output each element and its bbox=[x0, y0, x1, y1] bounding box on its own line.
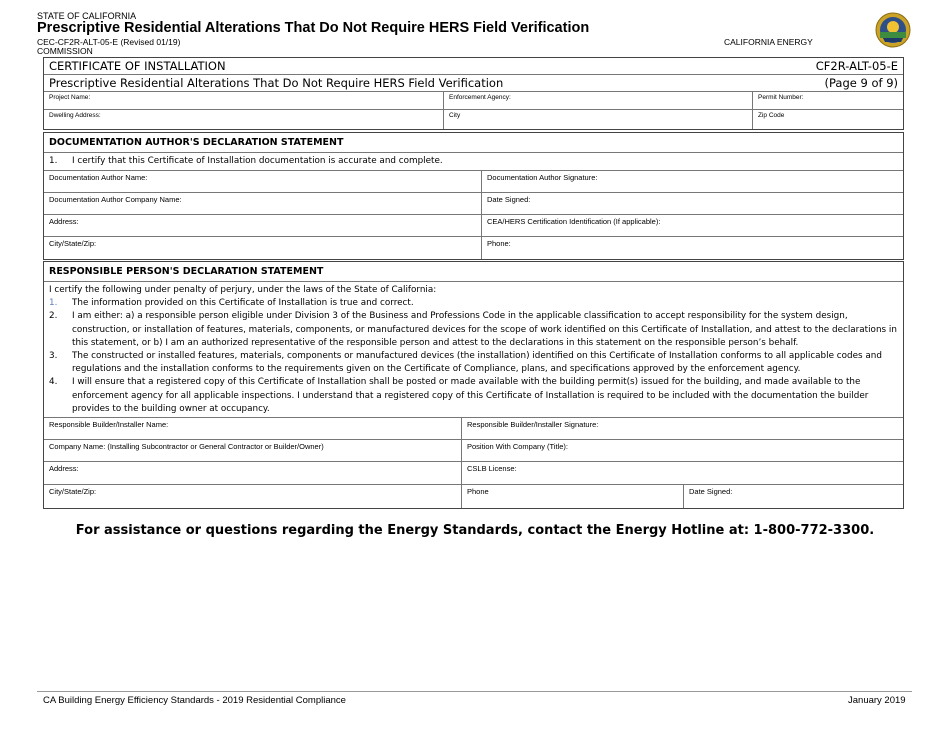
doc-author-city-field[interactable] bbox=[44, 237, 482, 259]
responsible-person-section bbox=[43, 261, 904, 509]
responsible-name-label: Responsible Builder/Installer Name: bbox=[49, 420, 169, 430]
certificate-title: CERTIFICATE OF INSTALLATION bbox=[49, 59, 226, 73]
responsible-item-number: 1. bbox=[49, 298, 58, 309]
responsible-item bbox=[49, 310, 898, 350]
responsible-phone-label: Phone bbox=[467, 487, 489, 497]
responsible-item-number: 2. bbox=[49, 311, 58, 322]
responsible-cslb-field[interactable] bbox=[462, 462, 903, 484]
doc-author-signature-field[interactable] bbox=[482, 171, 903, 192]
project-name-label: Project Name: bbox=[49, 94, 91, 101]
documentation-author-section bbox=[43, 132, 904, 260]
doc-author-signature-label: Documentation Author Signature: bbox=[487, 173, 598, 182]
responsible-item-text: I will ensure that a registered copy of this Certificate of Installation shall be posted or made available with the building permit(s) issued for the building, and made available to the enforcement agency for all applicable inspections. I understand that a registered copy of this Certificate of Installation is required to be included with the documentation the builder provides to the building owner at occupancy. bbox=[72, 377, 869, 414]
permit-number-field[interactable] bbox=[753, 92, 903, 109]
responsible-item-number: 3. bbox=[49, 351, 58, 362]
doc-author-name-field[interactable] bbox=[44, 171, 482, 192]
responsible-signature-field[interactable] bbox=[462, 418, 903, 439]
zip-code-field[interactable] bbox=[753, 110, 903, 129]
city-label: City bbox=[449, 112, 461, 119]
doc-author-cea-label: CEA/HERS Certification Identification (If applicable): bbox=[487, 217, 661, 226]
enforcement-agency-label: Enforcement Agency: bbox=[449, 94, 511, 101]
responsible-date-label: Date Signed: bbox=[689, 487, 733, 497]
commission-label: COMMISSION bbox=[37, 46, 93, 56]
enforcement-agency-field[interactable] bbox=[444, 92, 753, 109]
doc-author-phone-field[interactable] bbox=[482, 237, 903, 259]
responsible-intro: I certify the following under penalty of perjury, under the laws of the State of California: bbox=[49, 285, 437, 295]
doc-author-date-field[interactable] bbox=[482, 193, 903, 214]
certificate-header-table bbox=[43, 57, 904, 130]
doc-author-item-number: 1. bbox=[49, 156, 58, 166]
footer-standards: CA Building Energy Efficiency Standards - 2019 Residential Compliance bbox=[43, 695, 346, 706]
responsible-name-field[interactable] bbox=[44, 418, 462, 439]
doc-author-heading: DOCUMENTATION AUTHOR'S DECLARATION STATEMENT bbox=[49, 137, 344, 148]
page-number: (Page 9 of 9) bbox=[824, 76, 898, 90]
responsible-item bbox=[49, 350, 898, 376]
certificate-subtitle-row bbox=[44, 75, 903, 91]
project-name-field[interactable] bbox=[44, 92, 444, 109]
doc-author-name-label: Documentation Author Name: bbox=[49, 173, 148, 182]
agency-label: CALIFORNIA ENERGY bbox=[724, 37, 813, 47]
california-energy-seal-icon bbox=[875, 12, 911, 48]
responsible-statement bbox=[44, 282, 903, 417]
form-code: CEC-CF2R-ALT-05-E (Revised 01/19) bbox=[37, 37, 181, 47]
responsible-address-field[interactable] bbox=[44, 462, 462, 484]
doc-author-company-field[interactable] bbox=[44, 193, 482, 214]
responsible-date-field[interactable] bbox=[684, 485, 903, 508]
certificate-code: CF2R-ALT-05-E bbox=[815, 59, 898, 73]
doc-author-address-field[interactable] bbox=[44, 215, 482, 236]
responsible-cslb-label: CSLB License: bbox=[467, 464, 517, 474]
responsible-phone-field[interactable] bbox=[462, 485, 684, 508]
certificate-title-row bbox=[44, 58, 903, 74]
responsible-position-label: Position With Company (Title): bbox=[467, 442, 569, 452]
doc-author-phone-label: Phone: bbox=[487, 239, 511, 248]
doc-author-cea-field[interactable] bbox=[482, 215, 903, 236]
doc-author-address-label: Address: bbox=[49, 217, 79, 226]
responsible-city-label: City/State/Zip: bbox=[49, 487, 97, 497]
responsible-item bbox=[49, 297, 898, 310]
city-field[interactable] bbox=[444, 110, 753, 129]
doc-author-statement-text: I certify that this Certificate of Installation documentation is accurate and complete. bbox=[72, 156, 443, 166]
dwelling-address-field[interactable] bbox=[44, 110, 444, 129]
responsible-heading: RESPONSIBLE PERSON'S DECLARATION STATEMENT bbox=[49, 266, 324, 277]
responsible-item-text: I am either: a) a responsible person eligible under Division 3 of the Business and Professions Code in the applicable classification to accept responsibility for the system design, construction, or installation of features, materials, components, or manufactured devices for the scope of work identified on this Certificate of Installation, and attest to the declarations in this statement, or b) I am an authorized representative of the responsible person and attest to the declarations in this statement on the responsible person’s behalf. bbox=[72, 311, 897, 348]
footer-date: January 2019 bbox=[848, 695, 906, 706]
responsible-signature-label: Responsible Builder/Installer Signature: bbox=[467, 420, 599, 430]
certificate-subtitle: Prescriptive Residential Alterations That Do Not Require HERS Field Verification bbox=[49, 76, 504, 90]
doc-author-company-label: Documentation Author Company Name: bbox=[49, 195, 182, 204]
responsible-item-text: The constructed or installed features, materials, components or manufactured devices (the installation) identified on this Certificate of Installation conforms to all applicable codes and regulations and the installation conforms to the requirements given on the Certificate of Compliance, plans, and specifications approved by the enforcement agency. bbox=[72, 351, 882, 375]
energy-hotline-notice: For assistance or questions regarding the Energy Standards, contact the Energy Hotline at: 1-800-772-3300. bbox=[75, 523, 875, 538]
doc-author-date-label: Date Signed: bbox=[487, 195, 531, 204]
footer-divider bbox=[37, 691, 912, 692]
responsible-company-field[interactable] bbox=[44, 440, 462, 461]
permit-number-label: Permit Number: bbox=[758, 94, 804, 101]
responsible-item-number: 4. bbox=[49, 377, 58, 388]
responsible-address-label: Address: bbox=[49, 464, 79, 474]
responsible-item-text: The information provided on this Certificate of Installation is true and correct. bbox=[72, 298, 414, 309]
responsible-company-label: Company Name: (Installing Subcontractor or General Contractor or Builder/Owner) bbox=[49, 442, 324, 452]
zip-code-label: Zip Code bbox=[758, 112, 785, 119]
dwelling-address-label: Dwelling Address: bbox=[49, 112, 101, 119]
responsible-position-field[interactable] bbox=[462, 440, 903, 461]
doc-author-statement bbox=[44, 153, 903, 170]
page-title: Prescriptive Residential Alterations That Do Not Require HERS Field Verification bbox=[37, 20, 590, 36]
responsible-item bbox=[49, 376, 898, 416]
doc-author-city-label: City/State/Zip: bbox=[49, 239, 97, 248]
responsible-city-field[interactable] bbox=[44, 485, 462, 508]
state-label: STATE OF CALIFORNIA bbox=[37, 11, 137, 21]
